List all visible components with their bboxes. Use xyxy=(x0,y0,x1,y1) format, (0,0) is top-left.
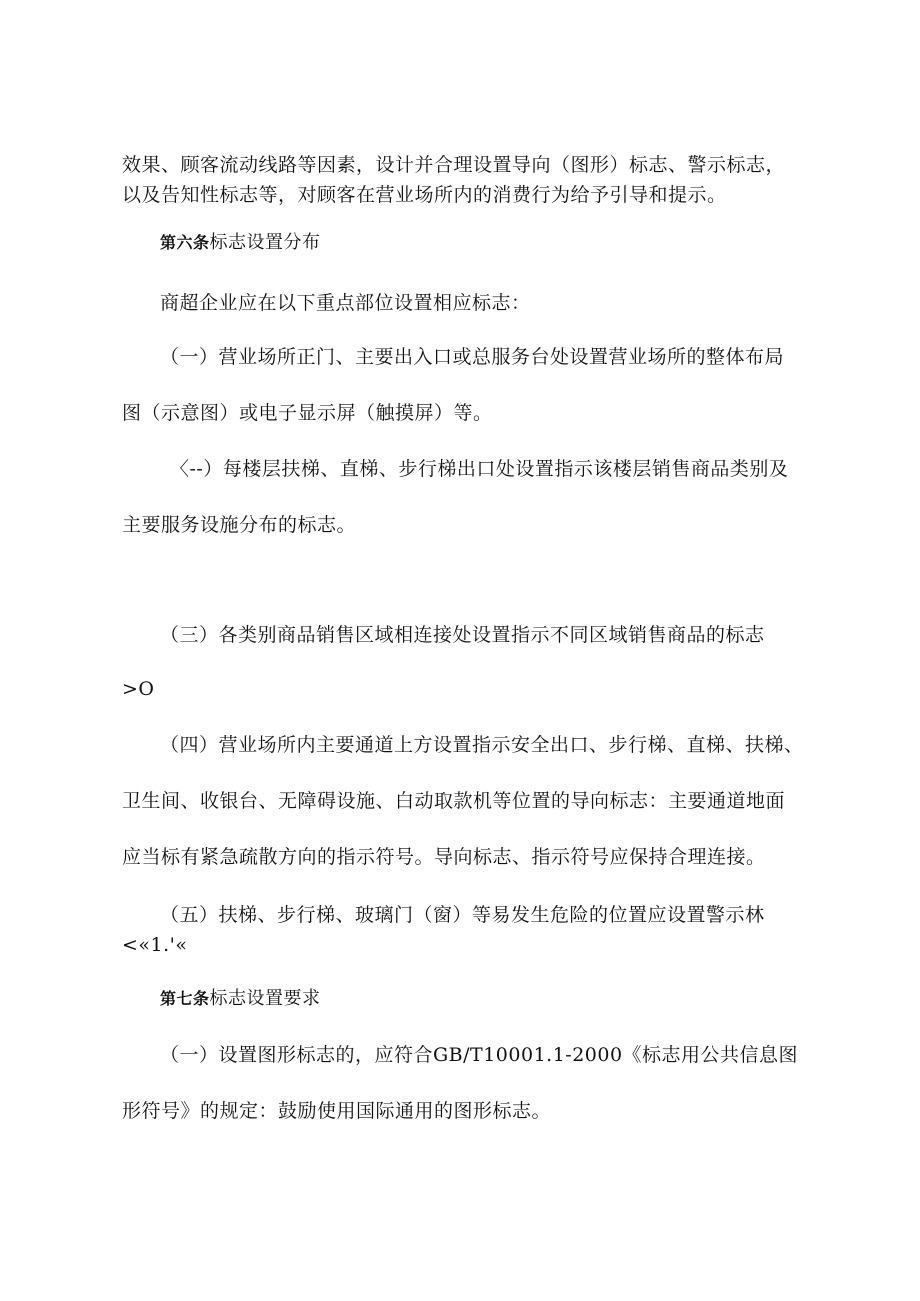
paragraph-line: 商超企业应在以下重点部位设置相应标志： xyxy=(160,292,531,314)
article-6-title: 标志设置分布 xyxy=(209,232,321,253)
list-item-1-line: 图（示意图）或电子显示屏（触摸屏）等。 xyxy=(122,402,493,424)
article-6-number: 第六条 xyxy=(160,233,210,252)
article-6-heading xyxy=(160,230,321,256)
article-7-number: 第七条 xyxy=(160,989,210,1008)
list-item-4-line: 卫生间、收银台、无障碍设施、白动取款机等位置的导向标志：主要通道地面 xyxy=(122,790,786,812)
list-item-2-line: 主要服务设施分布的标志。 xyxy=(122,514,357,536)
paragraph-line: 以及告知性标志等，对顾客在营业场所内的消费行为给予引导和提示。 xyxy=(122,184,727,206)
list-item-5-line: （五）扶梯、步行梯、玻璃门（窗）等易发生危险的位置应设置警示林 xyxy=(160,904,765,926)
list-item-3-line: （三）各类别商品销售区域相连接处设置指示不同区域销售商品的标志 xyxy=(160,624,765,646)
list-item-4-line: （四）营业场所内主要通道上方设置指示安全出口、步行梯、直梯、扶梯、 xyxy=(160,734,804,756)
list-item-4-line: 应当标有紧急疏散方向的指示符号。导向标志、指示符号应保持合理连接。 xyxy=(122,846,766,868)
article-7-title: 标志设置要求 xyxy=(209,988,321,1009)
requirement-1-line: （一）设置图形标志的，应符合GB/T10001.1-2000《标志用公共信息图 xyxy=(160,1044,799,1066)
list-item-5-line: <«1.'« xyxy=(122,934,188,956)
list-item-1-line: （一）营业场所正门、主要出入口或总服务台处设置营业场所的整体布局 xyxy=(160,346,785,368)
list-item-3-line: >O xyxy=(122,678,155,700)
article-7-heading xyxy=(160,986,321,1012)
list-item-2-line: 〈--）每楼层扶梯、直梯、步行梯出口处设置指示该楼层销售商品类别及 xyxy=(170,458,789,480)
requirement-1-line: 形符号》的规定：鼓励使用国际通用的图形标志。 xyxy=(122,1100,552,1122)
paragraph-line: 效果、顾客流动线路等因素，设计并合理设置导向（图形）标志、警示标志， xyxy=(122,154,786,176)
